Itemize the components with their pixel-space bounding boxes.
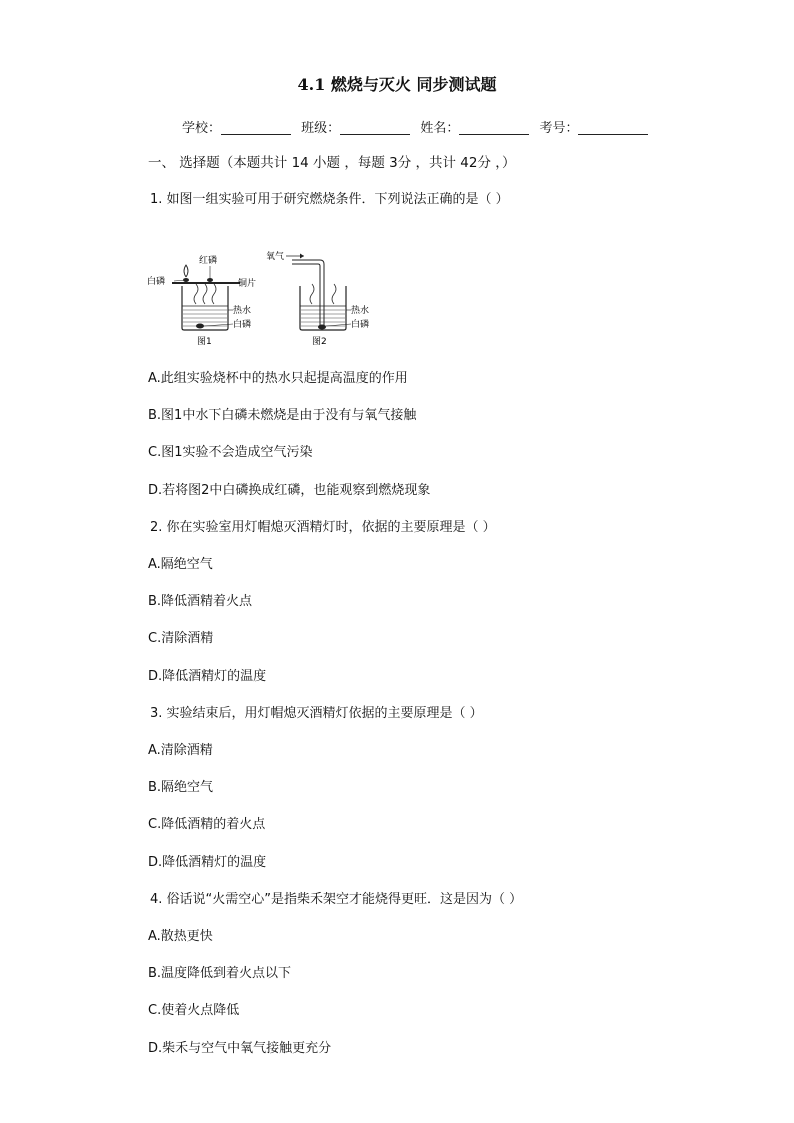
label-hot-water-2: 热水 <box>351 306 370 316</box>
figure-1-beaker <box>147 254 256 347</box>
student-info-line <box>182 117 654 136</box>
class-blank <box>340 120 410 135</box>
question-3-stem: 3. 实验结束后，用灯帽熄灭酒精灯依据的主要原理是（ ） <box>150 706 483 721</box>
school-label: 学校： <box>182 121 222 136</box>
question-2-option-b[interactable]: B.降低酒精着火点 <box>148 594 253 609</box>
question-4-option-b[interactable]: B.温度降低到着火点以下 <box>148 966 292 981</box>
question-3-option-d[interactable]: D.降低酒精灯的温度 <box>148 855 267 870</box>
label-white-phosphorus-top: 白磷 <box>147 277 166 287</box>
question-1-stem: 1. 如图一组实验可用于研究燃烧条件．下列说法正确的是（ ） <box>150 192 509 207</box>
label-oxygen: 氧气 <box>266 252 285 262</box>
name-label: 姓名： <box>420 121 460 136</box>
question-3-option-c[interactable]: C.降低酒精的着火点 <box>148 817 266 832</box>
question-2-option-d[interactable]: D.降低酒精灯的温度 <box>148 669 267 684</box>
label-copper-plate: 铜片 <box>238 279 257 289</box>
question-3-option-b[interactable]: B.隔绝空气 <box>148 780 214 795</box>
label-red-phosphorus: 红磷 <box>199 256 218 266</box>
question-1-option-d[interactable]: D.若将图2中白磷换成红磷，也能观察到燃烧现象 <box>148 483 431 498</box>
caption-figure-2: 图2 <box>312 337 327 347</box>
question-4-option-d[interactable]: D.柴禾与空气中氧气接触更充分 <box>148 1041 332 1056</box>
question-4-option-c[interactable]: C.使着火点降低 <box>148 1003 240 1018</box>
question-1-option-c[interactable]: C.图1实验不会造成空气污染 <box>148 445 313 460</box>
exam-number-blank <box>578 120 648 135</box>
class-label: 班级： <box>301 121 341 136</box>
label-white-phosphorus-bottom: 白磷 <box>233 320 252 330</box>
question-2-stem: 2. 你在实验室用灯帽熄灭酒精灯时，依据的主要原理是（ ） <box>150 520 496 535</box>
combustion-experiment-figure <box>144 246 384 348</box>
question-1-option-b[interactable]: B.图1中水下白磷未燃烧是由于没有与氧气接触 <box>148 408 417 423</box>
question-3-option-a[interactable]: A.清除酒精 <box>148 743 213 758</box>
section-heading: 一、 选择题（本题共计 14 小题 ，每题 3分 ，共计 42分 ，） <box>148 155 516 171</box>
label-white-phosphorus-2: 白磷 <box>351 320 370 330</box>
question-2-option-a[interactable]: A.隔绝空气 <box>148 557 213 572</box>
question-4-option-a[interactable]: A.散热更快 <box>148 929 213 944</box>
question-1-option-a[interactable]: A.此组实验烧杯中的热水只起提高温度的作用 <box>148 371 408 386</box>
question-4-stem: 4. 俗话说“火需空心”是指柴禾架空才能烧得更旺．这是因为（ ） <box>150 892 523 907</box>
school-blank <box>221 120 291 135</box>
label-hot-water-1: 热水 <box>233 306 252 316</box>
name-blank <box>459 120 529 135</box>
page-title: 4.1 燃烧与灭火 同步测试题 <box>297 75 497 94</box>
exam-number-label: 考号： <box>539 121 579 136</box>
question-2-option-c[interactable]: C.清除酒精 <box>148 631 214 646</box>
figure-2-beaker <box>266 250 369 347</box>
caption-figure-1: 图1 <box>197 337 212 347</box>
